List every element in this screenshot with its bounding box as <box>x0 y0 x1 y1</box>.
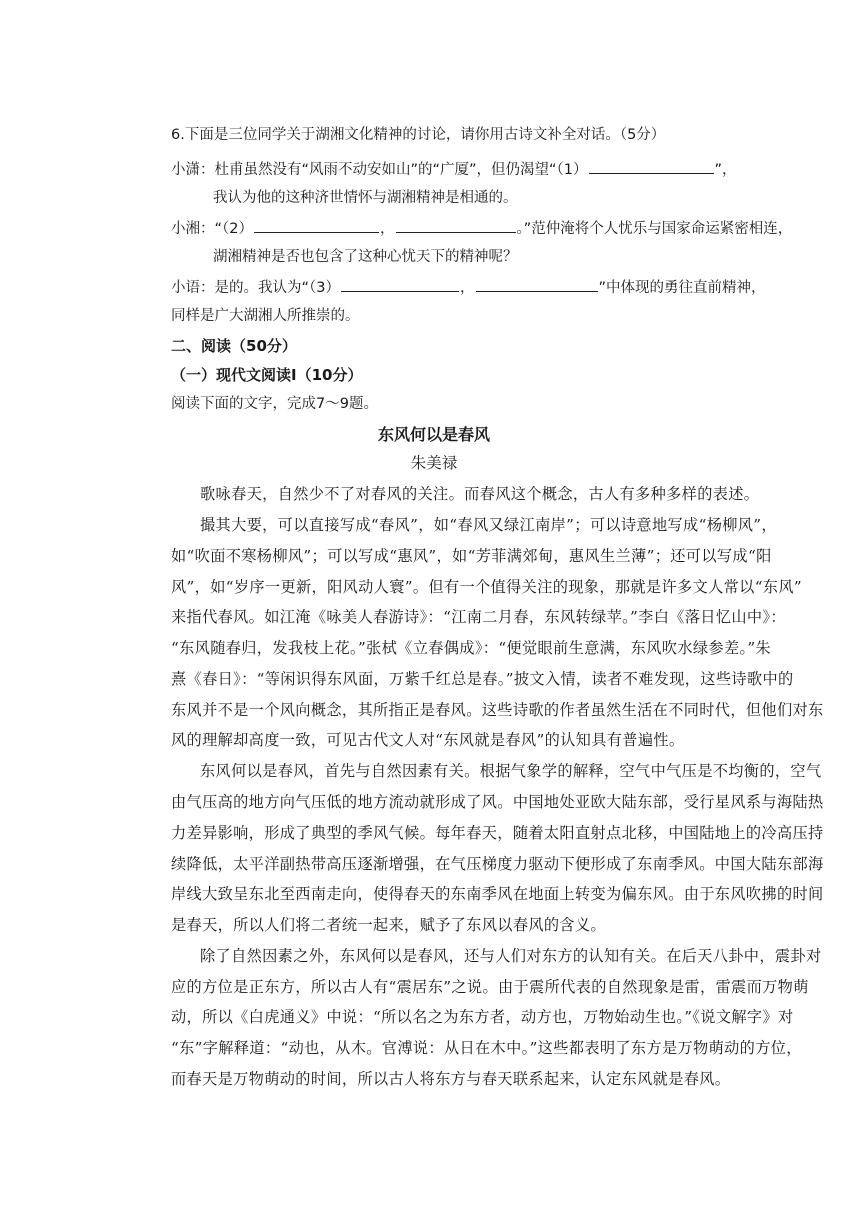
answer-blank-1[interactable] <box>589 158 714 174</box>
dialogue-text: ”中体现的勇往直前精神， <box>598 280 766 296</box>
article-line: 力差异影响，形成了典型的季风气候。每年春天，随着太阳直射点北移，中国陆地上的冷高压持 <box>171 824 824 842</box>
article-line: 应的方位是正东方，所以古人有“震居东”之说。由于震所代表的自然现象是雷，雷震而万物萌 <box>171 978 809 996</box>
dialogue-text: 小湘：“（2） <box>171 221 253 237</box>
section-heading: 二、阅读（50分） <box>171 337 297 355</box>
dialogue-xiaoxiao-line-2: 我认为他的这种济世情怀与湖湘精神是相通的。 <box>213 190 518 206</box>
article-line: 岸线大致呈东北至西南走向，使得春天的东南季风在地面上转变为偏东风。由于东风吹拂的时间 <box>171 885 824 903</box>
dialogue-xiaoxiao-line-1 <box>171 158 737 181</box>
article-line: 熹《春日》：“等闲识得东风面，万紫千红总是春。”披文入情，读者不难发现，这些诗歌中的 <box>171 670 794 688</box>
article-line: 由气压高的地方向气压低的地方流动就形成了风。中国地处亚欧大陆东部，受行星风系与海陆热 <box>171 793 824 811</box>
answer-blank-2b[interactable] <box>396 217 516 233</box>
article-line: 来指代春风。如江淹《咏美人春游诗》：“江南二月春，东风转绿苹。”李白《落日忆山中》： <box>171 608 786 626</box>
article-author: 朱美禄 <box>410 454 458 472</box>
dialogue-xiaoxiang-line-1 <box>171 217 792 240</box>
article-line: 歌咏春天，自然少不了对春风的关注。而春风这个概念，古人有多种多样的表述。 <box>200 485 760 503</box>
article-line: 除了自然因素之外，东风何以是春风，还与人们对东方的认知有关。在后天八卦中，震卦对 <box>200 947 822 965</box>
article-line: 东风并不是一个风向概念，其所指正是春风。这些诗歌的作者虽然生活在不同时代，但他们对东 <box>171 701 824 719</box>
dialogue-text: 小语：是的。我认为“（3） <box>171 280 340 296</box>
subsection-heading: （一）现代文阅读Ⅰ（10分） <box>171 366 363 384</box>
article-line: 如“吹面不寒杨柳风”；可以写成“惠风”，如“芳菲满郊甸，惠风生兰薄”；还可以写成“阳 <box>171 547 772 565</box>
article-line: 东风何以是春风，首先与自然因素有关。根据气象学的解释，空气中气压是不均衡的，空气 <box>200 762 822 780</box>
article-title: 东风何以是春风 <box>377 425 490 444</box>
dialogue-xiaoxiang-line-2: 湖湘精神是否也包含了这种心忧天下的精神呢？ <box>213 249 518 265</box>
article-line: 风的理解却高度一致，可见古代文人对“东风就是春风”的认知具有普遍性。 <box>171 731 685 749</box>
article-line: “东风随春归，发我枝上花。”张栻《立春偶成》：“便觉眼前生意满，东风吹水绿参差。”朱 <box>171 639 772 657</box>
question-6-stem: 6.下面是三位同学关于湖湘文化精神的讨论，请你用古诗文补全对话。（5分） <box>171 127 666 143</box>
article-line: 动，所以《白虎通义》中说：“所以名之为东方者，动方也，万物始动生也。”《说文解字》对 <box>171 1008 794 1026</box>
answer-blank-3a[interactable] <box>341 276 459 292</box>
article-line: “东”字解释道：“动也，从木。官溥说：从日在木中。”这些都表明了东方是万物萌动的方位， <box>171 1039 802 1057</box>
dialogue-xiaoyu-line-2: 同样是广大湖湘人所推崇的。 <box>171 308 360 324</box>
article-line: 是春天，所以人们将二者统一起来，赋予了东风以春风的含义。 <box>171 916 607 934</box>
article-line: 撮其大要，可以直接写成“春风”，如“春风又绿江南岸”；可以诗意地写成“杨柳风”， <box>200 516 777 534</box>
dialogue-text: 。”范仲淹将个人忧乐与国家命运紧密相连， <box>516 221 793 237</box>
dialogue-xiaoyu-line-1 <box>171 276 766 299</box>
dialogue-text: ”， <box>714 162 737 178</box>
article-line: 续降低，太平洋副热带高压逐渐增强，在气压梯度力驱动下便形成了东南季风。中国大陆东部海 <box>171 855 824 873</box>
answer-blank-3b[interactable] <box>476 276 598 292</box>
dialogue-text: ， <box>380 221 395 237</box>
article-line: 风”，如“岁序一更新，阳风动人寰”。但有一个值得关注的现象，那就是许多文人常以“东风” <box>171 578 802 596</box>
article-line: 而春天是万物萌动的时间，所以古人将东方与春天联系起来，认定东风就是春风。 <box>171 1070 731 1088</box>
answer-blank-2a[interactable] <box>254 217 379 233</box>
dialogue-text: ， <box>460 280 475 296</box>
dialogue-text: 小潇：杜甫虽然没有“风雨不动安如山”的“广厦”，但仍渴望“（1） <box>171 162 588 178</box>
reading-instruction: 阅读下面的文字，完成7～9题。 <box>171 396 378 412</box>
